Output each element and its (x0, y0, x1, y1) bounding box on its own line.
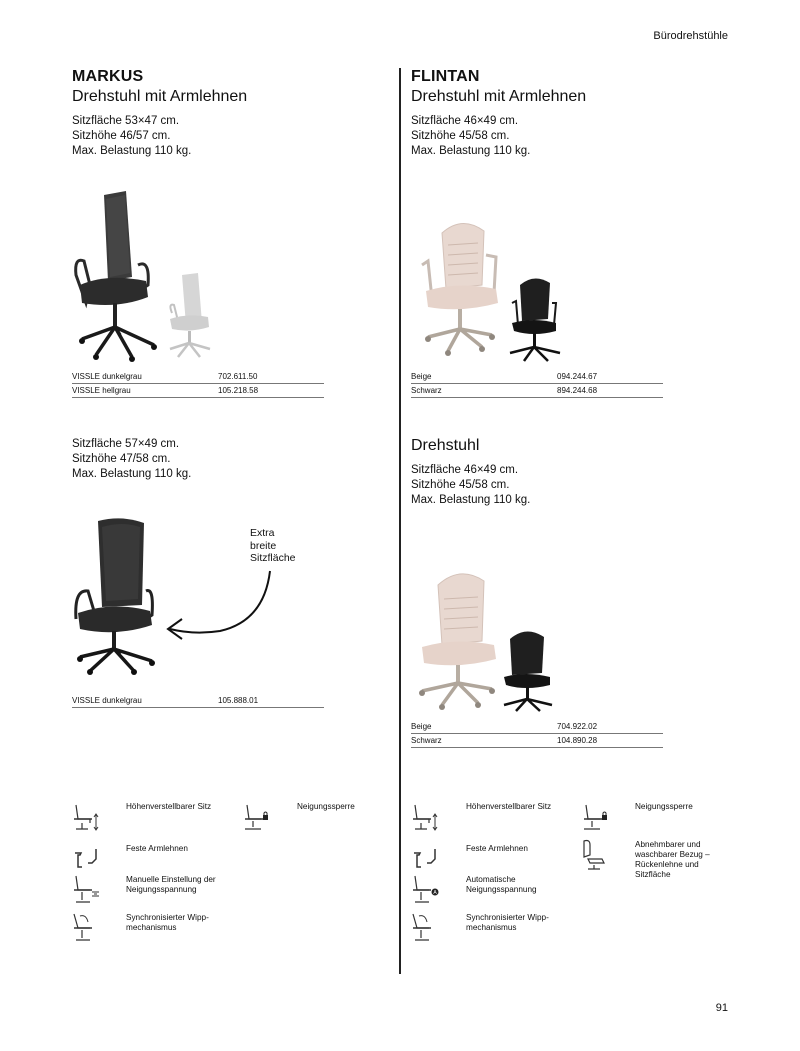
variant-code: 104.890.28 (557, 736, 598, 745)
variant-label: Beige (411, 372, 432, 381)
variant-row (72, 384, 324, 398)
feature-label: Neigungssperre (635, 802, 693, 811)
variant-code: 894.244.68 (557, 386, 598, 395)
variant-label: Beige (411, 722, 432, 731)
flintan-black-chair (504, 631, 552, 711)
callout-line: Extra (250, 527, 275, 539)
flintan-armrest-chair-image (412, 215, 572, 365)
product-specs (411, 114, 586, 159)
markus-wide-chair-image (68, 515, 168, 675)
callout-line: Sitzfläche (250, 552, 296, 564)
feature-label: Abnehmbarer und waschbarer Bezug – Rückenlehne und Sitzfläche (635, 840, 710, 879)
feature-label: Automatische Neigungsspannung (466, 875, 537, 894)
product-specs (72, 437, 191, 482)
flintan-beige-chair (422, 223, 498, 356)
flintan-beige-chair (419, 574, 496, 710)
spec-seat-height: Sitzhöhe 47/58 cm. (72, 453, 171, 465)
spec-max-load: Max. Belastung 110 kg. (72, 145, 192, 157)
variant-table (411, 720, 663, 748)
variant-table (72, 370, 324, 398)
variant-row (411, 720, 663, 734)
removable-cover-icon (580, 839, 608, 871)
synchro-tilt-icon (72, 912, 100, 944)
product-type: Drehstuhl mit Armlehnen (72, 88, 248, 105)
variant-row (411, 384, 663, 398)
spec-seat-height: Sitzhöhe 45/58 cm. (411, 479, 510, 491)
tilt-lock-icon (580, 801, 608, 833)
markus-dark-chair (76, 191, 157, 362)
column-divider (399, 68, 401, 974)
spec-max-load: Max. Belastung 110 kg. (411, 145, 531, 157)
variant-row (72, 370, 324, 384)
flintan-chair-image (412, 565, 562, 713)
variant-label: VISSLE dunkelgrau (72, 372, 142, 381)
variant-table (411, 370, 663, 398)
spec-seat-height: Sitzhöhe 46/57 cm. (72, 130, 171, 142)
tilt-tension-icon (72, 874, 100, 906)
tilt-lock-icon (241, 801, 269, 833)
feature-label: Manuelle Einstellung der Neigungsspannung (126, 875, 216, 894)
product-name: MARKUS (72, 68, 144, 85)
spec-max-load: Max. Belastung 110 kg. (72, 468, 192, 480)
variant-row (72, 694, 324, 708)
variant-table (72, 694, 324, 708)
variant-row (411, 370, 663, 384)
variant-label: Schwarz (411, 736, 442, 745)
feature-label: Feste Armlehnen (126, 844, 188, 853)
variant-label: Schwarz (411, 386, 442, 395)
synchro-tilt-icon (411, 912, 439, 944)
variant-code: 094.244.67 (557, 372, 598, 381)
variant-code: 702.611.50 (218, 372, 258, 381)
feature-label: Höhenverstellbarer Sitz (126, 802, 212, 811)
svg-text:A: A (433, 890, 437, 896)
variant-label: VISSLE hellgrau (72, 386, 131, 395)
spec-seat-size: Sitzfläche 46×49 cm. (411, 115, 519, 127)
spec-seat-size: Sitzfläche 53×47 cm. (72, 115, 180, 127)
variant-code: 105.888.01 (218, 696, 259, 705)
page-number: 91 (715, 1002, 728, 1014)
flintan-black-chair (510, 278, 560, 361)
feature-label: Neigungssperre (297, 802, 355, 811)
product-name: FLINTAN (411, 68, 480, 85)
callout-line: breite (250, 539, 277, 552)
markus-light-chair (170, 273, 210, 357)
callout-text (250, 527, 296, 565)
callout-arrow-icon (160, 565, 280, 645)
product-type: Drehstuhl mit Armlehnen (411, 88, 587, 105)
feature-label: Höhenverstellbarer Sitz (466, 802, 552, 811)
product-specs (411, 463, 530, 508)
spec-seat-height: Sitzhöhe 45/58 cm. (411, 130, 510, 142)
fixed-armrests-icon (411, 843, 439, 875)
feature-label: Feste Armlehnen (466, 844, 528, 853)
product-type: Drehstuhl (411, 437, 480, 454)
variant-row (411, 734, 663, 748)
height-adjust-icon (72, 801, 100, 833)
spec-seat-size: Sitzfläche 57×49 cm. (72, 438, 180, 450)
height-adjust-icon (411, 801, 439, 833)
product-flintan-header (411, 68, 586, 159)
product-markus-header (72, 68, 247, 159)
feature-label: Synchronisierter Wipp-mechanismus (126, 913, 209, 932)
product-specs (72, 114, 247, 159)
spec-seat-size: Sitzfläche 46×49 cm. (411, 464, 519, 476)
auto-tension-icon (411, 874, 439, 906)
feature-label: Synchronisierter Wipp-mechanismus (466, 913, 549, 932)
variant-code: 704.922.02 (557, 722, 598, 731)
spec-max-load: Max. Belastung 110 kg. (411, 494, 531, 506)
markus-chair-image (68, 185, 218, 365)
product-drehstuhl-header (411, 437, 530, 508)
fixed-armrests-icon (72, 843, 100, 875)
category-label: Bürodrehstühle (653, 30, 728, 42)
variant-label: VISSLE dunkelgrau (72, 696, 142, 705)
variant-code: 105.218.58 (218, 386, 259, 395)
